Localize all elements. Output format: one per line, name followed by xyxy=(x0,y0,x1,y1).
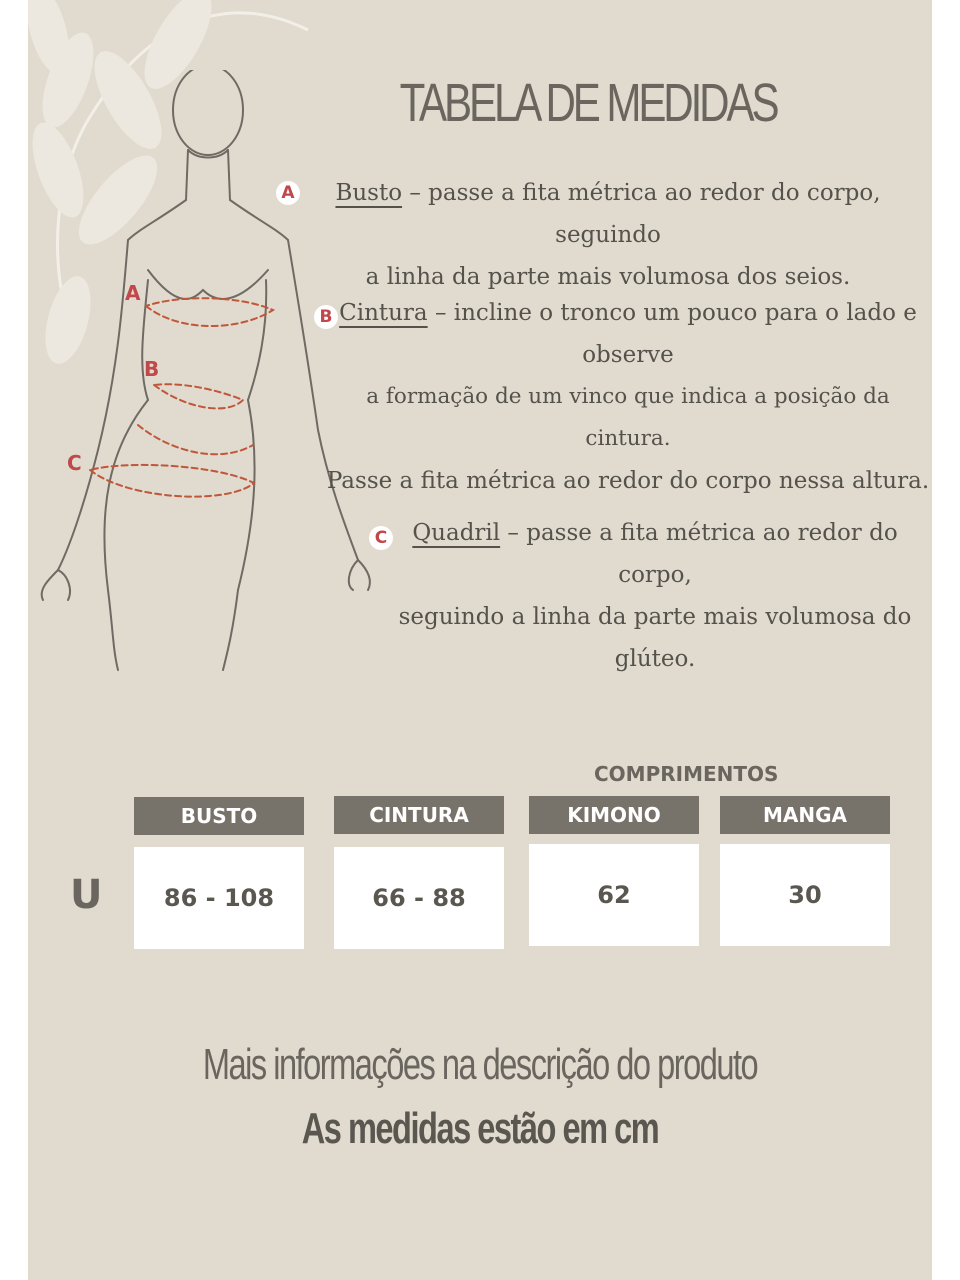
figure-label-b: B xyxy=(144,357,160,381)
measure-quadril xyxy=(380,512,930,680)
value-manga: 30 xyxy=(720,844,890,946)
cintura-line-4: Passe a fita métrica ao redor do corpo nessa altura. xyxy=(326,468,930,494)
figure-label-a: A xyxy=(125,281,141,305)
badge-a: A xyxy=(276,181,300,205)
cintura-line-1: – incline o tronco um pouco para o lado e xyxy=(427,300,917,326)
measure-cintura xyxy=(326,292,930,502)
header-busto: BUSTO xyxy=(134,797,304,835)
value-kimono: 62 xyxy=(529,844,699,946)
header-cintura: CINTURA xyxy=(334,796,504,834)
cintura-line-3: a formação de um vinco que indica a posição da cintura. xyxy=(366,384,890,451)
header-kimono: KIMONO xyxy=(529,796,699,834)
header-manga: MANGA xyxy=(720,796,890,834)
term-quadril: Quadril xyxy=(412,520,501,546)
quadril-line-1: – passe a fita métrica ao redor do corpo, xyxy=(500,520,898,588)
measure-busto xyxy=(298,172,918,298)
page-title: TABELA DE MEDIDAS xyxy=(399,73,777,133)
value-busto: 86 - 108 xyxy=(134,847,304,949)
term-cintura: Cintura xyxy=(339,300,428,326)
size-label: U xyxy=(70,872,103,918)
comprimentos-header: COMPRIMENTOS xyxy=(594,762,779,786)
cintura-line-2: observe xyxy=(582,342,674,368)
badge-b: B xyxy=(314,305,338,329)
quadril-line-3: glúteo. xyxy=(614,646,696,672)
footer-info: Mais informações na descrição do produto xyxy=(202,1040,758,1089)
figure-label-c: C xyxy=(67,451,82,475)
busto-line-1: – passe a fita métrica ao redor do corpo, seguindo xyxy=(402,180,881,248)
badge-c: C xyxy=(369,526,393,550)
busto-line-2: a linha da parte mais volumosa dos seios. xyxy=(365,264,851,290)
footer-units: As medidas estão em cm xyxy=(301,1104,659,1153)
term-busto: Busto xyxy=(335,180,403,206)
quadril-line-2: seguindo a linha da parte mais volumosa do xyxy=(398,604,912,630)
size-chart-page xyxy=(28,0,932,1280)
value-cintura: 66 - 88 xyxy=(334,847,504,949)
